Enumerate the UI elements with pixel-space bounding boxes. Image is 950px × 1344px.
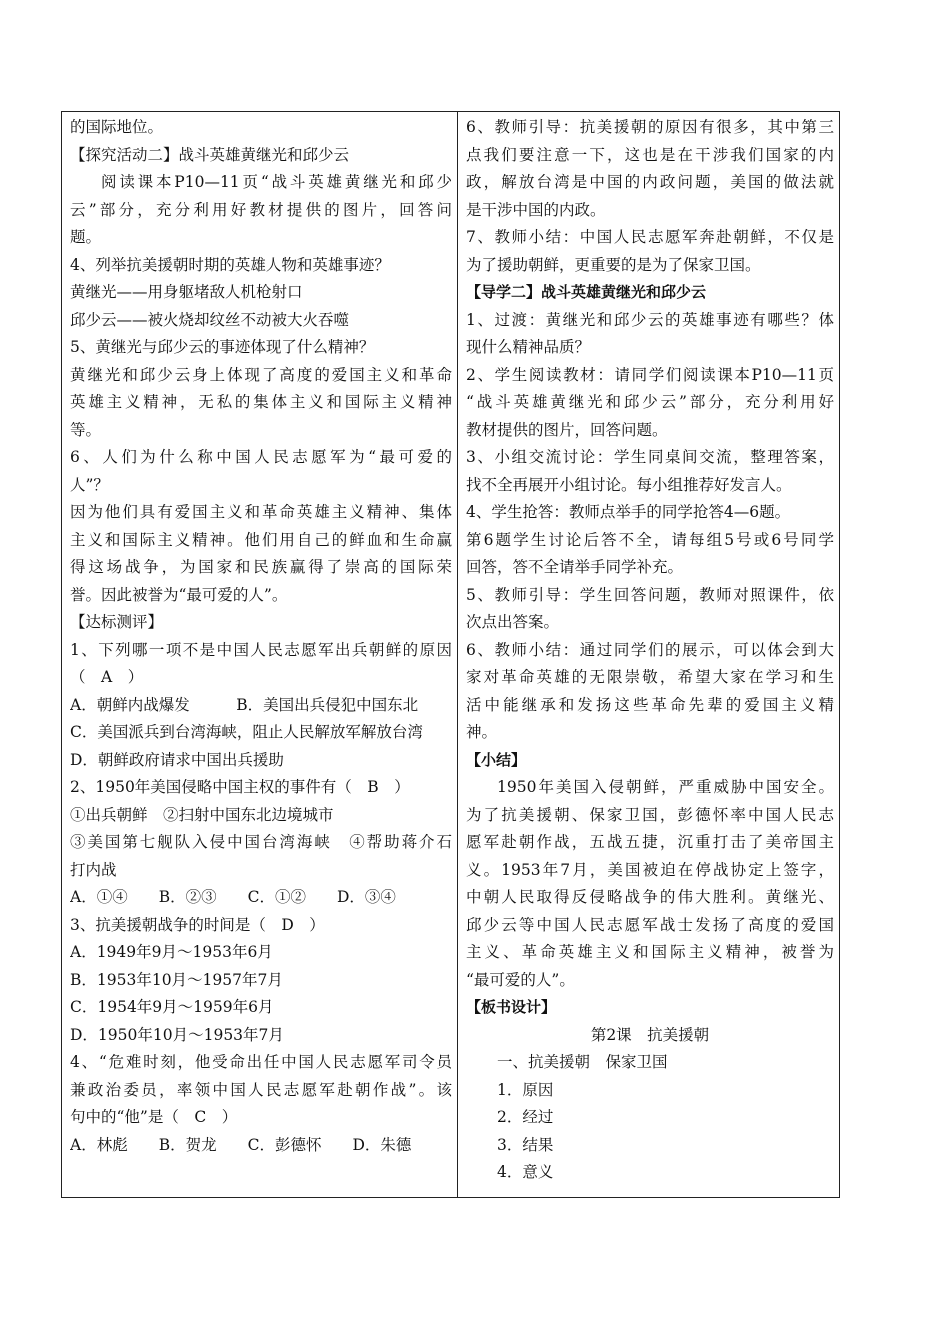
question-4: 4、列举抗美援朝时期的英雄人物和英雄事迹？ — [70, 255, 390, 274]
quiz-option: A．林彪 B．贺龙 C．彭德怀 D．朱德 — [70, 1135, 412, 1154]
section-heading-assessment: 【达标测评】 — [70, 613, 164, 631]
text-line: 神。 — [466, 723, 498, 741]
quiz-question-2: 2、1950年美国侵略中国主权的事件有（ B ） — [70, 778, 410, 796]
text-line: 家对革命英雄的无限崇敬，希望大家在学习和生 — [466, 668, 834, 686]
board-title: 第2课 抗美援朝 — [590, 1025, 710, 1044]
summary-line: 为了抗美援朝、保家卫国，彭德怀率中国人民志 — [466, 805, 834, 824]
question-5: 5、黄继光与邱少云的事迹体现了什么精神？ — [70, 338, 375, 356]
quiz-option: ①出兵朝鲜 ②扫射中国东北边境城市 — [70, 805, 334, 824]
board-item: 2．经过 — [497, 1108, 554, 1126]
quiz-option: A．朝鲜内战爆发 B．美国出兵侵犯中国东北 — [70, 695, 419, 714]
answer-line: 主义和国际主义精神。他们用自己的鲜血和生命赢 — [70, 530, 452, 549]
section-heading-board-design: 【板书设计】 — [466, 998, 557, 1016]
quiz-option: B．1953年10月～1957年7月 — [70, 970, 283, 989]
section-heading-guide-2: 【导学二】战斗英雄黄继光和邱少云 — [466, 283, 707, 301]
quiz-question-4-cont: 兼政治委员，率领中国人民志愿军赴朝作战”。该 — [70, 1080, 452, 1099]
text-line: 2、学生阅读教材：请同学们阅读课本P10—11页 — [466, 365, 834, 384]
text-line: 找不全再展开小组讨论。每小组推荐好发言人。 — [466, 475, 792, 494]
summary-line: 1950年美国入侵朝鲜，严重威胁中国安全。 — [497, 778, 834, 796]
text-line: 第6题学生讨论后答不全，请每组5号或6号同学 — [466, 530, 834, 549]
quiz-option: D．朝鲜政府请求中国出兵援助 — [70, 750, 284, 769]
answer-line: 黄继光——用身躯堵敌人机枪射口 — [70, 283, 303, 301]
quiz-question-3: 3、抗美援朝战争的时间是（ D ） — [70, 915, 325, 934]
summary-line: 义。1953年7月，美国被迫在停战协定上签字， — [466, 860, 834, 879]
right-column — [466, 114, 834, 1187]
text-line: 4、学生抢答：教师点举手的同学抢答4—6题。 — [466, 503, 791, 521]
quiz-option: C．美国派兵到台湾海峡，阻止人民解放军解放台湾 — [70, 723, 423, 741]
text-line: 回答，答不全请举手同学补充。 — [466, 558, 684, 576]
quiz-answer-1: （ A ） — [70, 668, 144, 686]
text-line: 的国际地位。 — [70, 118, 164, 136]
text-line: 6、教师小结：通过同学们的展示，可以体会到大 — [466, 640, 834, 659]
summary-line: 邱少云等中国人民志愿军战士发扬了高度的爱国 — [466, 915, 834, 934]
left-column — [70, 114, 452, 1159]
quiz-option: A．1949年9月～1953年6月 — [70, 943, 273, 961]
answer-line: 因为他们具有爱国主义和革命英雄主义精神、集体 — [70, 503, 452, 521]
text-line: 活中能继承和发扬这些革命先辈的爱国主义精 — [466, 695, 834, 714]
text-line: 5、教师引导：学生回答问题，教师对照课件，依 — [466, 585, 834, 604]
text-line: 为了援助朝鲜，更重要的是为了保家卫国。 — [466, 255, 761, 274]
text-line: 题。 — [70, 228, 102, 246]
text-line: 点我们要注意一下，这也是在干涉我们国家的内 — [466, 145, 834, 164]
answer-line: 英雄主义精神，无私的集体主义和国际主义精神 — [70, 393, 452, 411]
answer-line: 得这场战争，为国家和民族赢得了崇高的国际荣 — [70, 558, 452, 576]
answer-line: 黄继光和邱少云身上体现了高度的爱国主义和革命 — [70, 365, 452, 384]
text-line: 教材提供的图片，回答问题。 — [466, 420, 668, 439]
summary-line: 中朝人民取得反侵略战争的伟大胜利。黄继光、 — [466, 888, 834, 906]
text-line: 云”部分，充分利用好教材提供的图片，回答问 — [70, 200, 452, 219]
summary-line: 主义、革命英雄主义和国际主义精神，被誉为 — [466, 943, 834, 961]
quiz-question-4-cont: 句中的“他”是（ C ） — [70, 1108, 238, 1126]
board-item: 一、抗美援朝 保家卫国 — [497, 1053, 668, 1071]
column-divider — [457, 111, 458, 1198]
quiz-question-4: 4、“危难时刻，他受命出任中国人民志愿军司令员 — [70, 1053, 452, 1071]
answer-line: 邱少云——被火烧却纹丝不动被大火吞噬 — [70, 310, 350, 329]
text-line: 次点出答案。 — [466, 613, 560, 631]
board-item: 4．意义 — [497, 1163, 554, 1181]
text-line: 阅读课本P10—11页“战斗英雄黄继光和邱少 — [101, 173, 452, 191]
quiz-option: C．1954年9月～1959年6月 — [70, 998, 274, 1016]
text-line: 6、教师引导：抗美援朝的原因有很多，其中第三 — [466, 118, 834, 136]
board-item: 1．原因 — [497, 1080, 554, 1099]
question-6-cont: 人”？ — [70, 475, 109, 494]
quiz-option: A．①④ B．②③ C．①② D．③④ — [70, 888, 396, 906]
text-line: 7、教师小结：中国人民志愿军奔赴朝鲜，不仅是 — [466, 228, 834, 246]
quiz-option: D．1950年10月～1953年7月 — [70, 1025, 284, 1044]
section-heading-summary: 【小结】 — [466, 750, 527, 769]
text-line: “战斗英雄黄继光和邱少云”部分，充分利用好 — [466, 393, 834, 411]
text-line: 政，解放台湾是中国的内政问题，美国的做法就 — [466, 173, 834, 191]
quiz-option: ③美国第七舰队入侵中国台湾海峡 ④帮助蒋介石 — [70, 833, 452, 851]
summary-line: 愿军赴朝作战，五战五捷，沉重打击了美帝国主 — [466, 833, 834, 851]
board-item: 3．结果 — [497, 1135, 554, 1154]
question-6: 6、人们为什么称中国人民志愿军为“最可爱的 — [70, 448, 452, 466]
quiz-option: 打内战 — [70, 860, 117, 879]
text-line: 1、过渡：黄继光和邱少云的英雄事迹有哪些？体 — [466, 310, 834, 329]
quiz-question-1: 1、下列哪一项不是中国人民志愿军出兵朝鲜的原因 — [70, 640, 452, 659]
summary-line: “最可爱的人”。 — [466, 970, 575, 989]
answer-line: 誉。因此被誉为“最可爱的人”。 — [70, 585, 288, 604]
answer-line: 等。 — [70, 420, 102, 439]
text-line: 现什么精神品质？ — [466, 338, 591, 356]
text-line: 是干涉中国的内政。 — [466, 200, 606, 219]
section-heading-activity-2: 【探究活动二】战斗英雄黄继光和邱少云 — [70, 145, 350, 164]
text-line: 3、小组交流讨论：学生同桌间交流，整理答案， — [466, 448, 834, 466]
